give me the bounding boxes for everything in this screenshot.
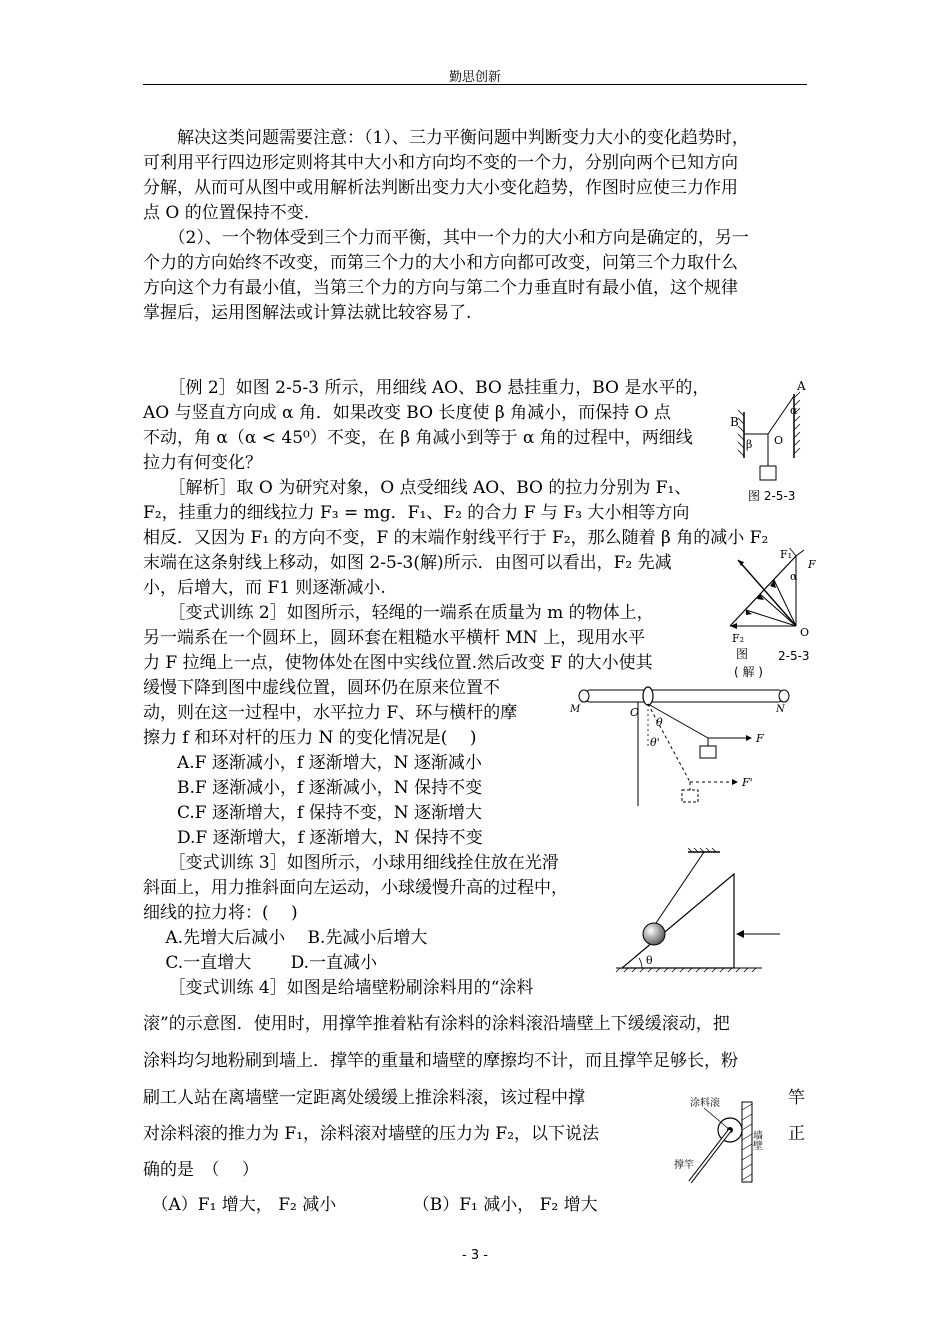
figure-2-5-3 [718, 372, 813, 512]
notes-line: 方向这个力有最小值，当第三个力的方向与第二个力垂直时有最小值，这个规律 [143, 278, 738, 298]
figure-paint-roller [670, 1096, 780, 1188]
variant4-line: 涂料均匀地粉刷到墙上．撑竿的重量和墙壁的摩擦均不计，而且撑竿足够长，粉 [143, 1051, 738, 1071]
variant4-line: 确的是 （ ） [143, 1160, 259, 1180]
fig-label-pole: 撑竿 [674, 1160, 694, 1171]
analysis-line: 末端在这条射线上移动，如图 2-5-3(解)所示．由图可以看出，F₂ 先减 [143, 553, 672, 573]
variant4-right-char: 竿 [788, 1088, 805, 1108]
header-rule [143, 84, 807, 85]
variant4-line: ［变式训练 4］如图是给墙壁粉刷涂料用的“涂料 [143, 978, 534, 998]
analysis-line: 相反．又因为 F₁ 的方向不变，F 的末端作射线平行于 F₂，那么随着 β 角的减小 F₂ [143, 528, 769, 548]
fig-label-N: N [776, 704, 785, 715]
variant3-line: 细线的拉力将：( ) [143, 903, 298, 923]
figure-2-5-3-solution [708, 548, 818, 688]
fig-label-M: M [570, 704, 581, 715]
fig-label-O: O [774, 434, 784, 447]
variant2-option-a: A.F 逐渐减小，f 逐渐增大，N 逐渐减小 [143, 753, 482, 773]
notes-line: 可利用平行四边形定则将其中大小和方向均不变的一个力，分别向两个已知方向 [143, 153, 738, 173]
example2-line: ［例 2］如图 2-5-3 所示，用细线 AO、BO 悬挂重力，BO 是水平的， [143, 378, 710, 398]
variant2-line: 缓慢下降到图中虚线位置，圆环仍在原来位置不 [143, 678, 500, 698]
example2-line: 不动，角 α（α < 45⁰）不变，在 β 角减小到等于 α 角的过程中，两细线 [143, 428, 693, 448]
figure-incline [612, 846, 792, 976]
variant2-line: 力 F 拉绳上一点，使物体处在图中实线位置.然后改变 F 的大小使其 [143, 653, 653, 673]
notes-line: 点 O 的位置保持不变. [143, 203, 310, 223]
variant3-options-row2: C.一直增大 D.一直减小 [143, 953, 378, 973]
page-header: 勤思创新 [448, 70, 501, 85]
variant2-option-d: D.F 逐渐增大，f 逐渐增大，N 保持不变 [143, 828, 483, 848]
variant2-line: 另一端系在一个圆环上，圆环套在粗糙水平横杆 MN 上，现用水平 [143, 628, 646, 648]
variant3-line: ［变式训练 3］如图所示，小球用细线拴住放在光滑 [143, 853, 559, 873]
fig-label-theta: θ [646, 954, 653, 967]
fig-caption-1: 图 [736, 647, 749, 661]
fig-caption-3: ( 解 ) [734, 665, 763, 679]
fig-label-F: F [808, 558, 816, 571]
notes-line: 个力的方向始终不改变，而第三个力的大小和方向都可改变，问第三个力取什么 [143, 253, 738, 273]
fig-label-O: O [630, 706, 640, 719]
variant2-line: ［变式训练 2］如图所示，轻绳的一端系在质量为 m 的物体上， [143, 603, 654, 623]
example2-line: AO 与竖直方向成 α 角．如果改变 BO 长度使 β 角减小，而保持 O 点 [143, 403, 671, 423]
fig-label-wall: 墙壁 [750, 1130, 762, 1150]
analysis-line: 小，后增大，而 F1 则逐渐减小. [143, 578, 386, 598]
fig-caption-2: 2-5-3 [778, 649, 810, 663]
example2-line: 拉力有何变化？ [143, 453, 262, 473]
fig-label-alpha: α [790, 570, 798, 583]
variant3-line: 斜面上，用力推斜面向左运动，小球缓慢升高的过程中， [143, 878, 568, 898]
variant2-line: 动，则在这一过程中，水平拉力 F、环与横杆的摩 [143, 703, 518, 723]
notes-line: 掌握后，运用图解法或计算法就比较容易了. [143, 303, 472, 323]
variant2-line: 擦力 f 和环对杆的压力 N 的变化情况是( ) [143, 728, 477, 748]
analysis-line: F₂，挂重力的细线拉力 F₃ = mg．F₁、F₂ 的合力 F 与 F₃ 大小相等方向 [143, 503, 690, 523]
variant4-options-row: （A）F₁ 增大， F₂ 减小 （B）F₁ 减小， F₂ 增大 [143, 1195, 598, 1215]
fig-caption: 图 2-5-3 [748, 489, 796, 503]
fig-label-F-prime: F' [742, 776, 753, 789]
fig-label-B: B [730, 415, 739, 429]
variant2-option-b: B.F 逐渐减小，f 逐渐减小，N 保持不变 [143, 778, 483, 798]
analysis-line: ［解析］取 O 为研究对象，O 点受细线 AO、BO 的拉力分别为 F₁、 [143, 478, 692, 498]
fig-label-theta-prime: θ' [650, 736, 660, 749]
variant4-right-char: 正 [788, 1124, 805, 1144]
fig-label-roller: 涂料滚 [690, 1098, 720, 1109]
fig-label-F1: F₁ [780, 548, 793, 561]
notes-line: （2）、一个物体受到三个力而平衡，其中一个力的大小和方向是确定的，另一 [143, 228, 749, 248]
fig-label-F: F [756, 732, 764, 745]
variant4-line: 滚”的示意图．使用时，用撑竿推着粘有涂料的涂料滚沿墙壁上下缓缓滚动，把 [143, 1014, 730, 1034]
figure-ring-rod [570, 682, 800, 812]
fig-label-theta: θ [656, 716, 663, 729]
fig-label-F2: F₂ [732, 632, 745, 645]
fig-label-O: O [800, 626, 810, 639]
variant3-options-row1: A.先增大后减小 B.先减小后增大 [143, 928, 428, 948]
variant4-line: 刷工人站在离墙壁一定距离处缓缓上推涂料滚，该过程中撑 [143, 1088, 585, 1108]
fig-label-alpha: α [790, 404, 798, 417]
fig-label-A: A [797, 379, 806, 393]
page-number: - 3 - [462, 1248, 488, 1263]
variant4-line: 对涂料滚的推力为 F₁，涂料滚对墙壁的压力为 F₂，以下说法 [143, 1124, 600, 1144]
variant2-option-c: C.F 逐渐增大，f 保持不变，N 逐渐增大 [143, 803, 482, 823]
notes-line: 分解，从而可从图中或用解析法判断出变力大小变化趋势，作图时应使三力作用 [143, 178, 738, 198]
notes-line: 解决这类问题需要注意：（1）、三力平衡问题中判断变力大小的变化趋势时， [143, 128, 749, 148]
fig-label-beta: β [746, 438, 753, 451]
